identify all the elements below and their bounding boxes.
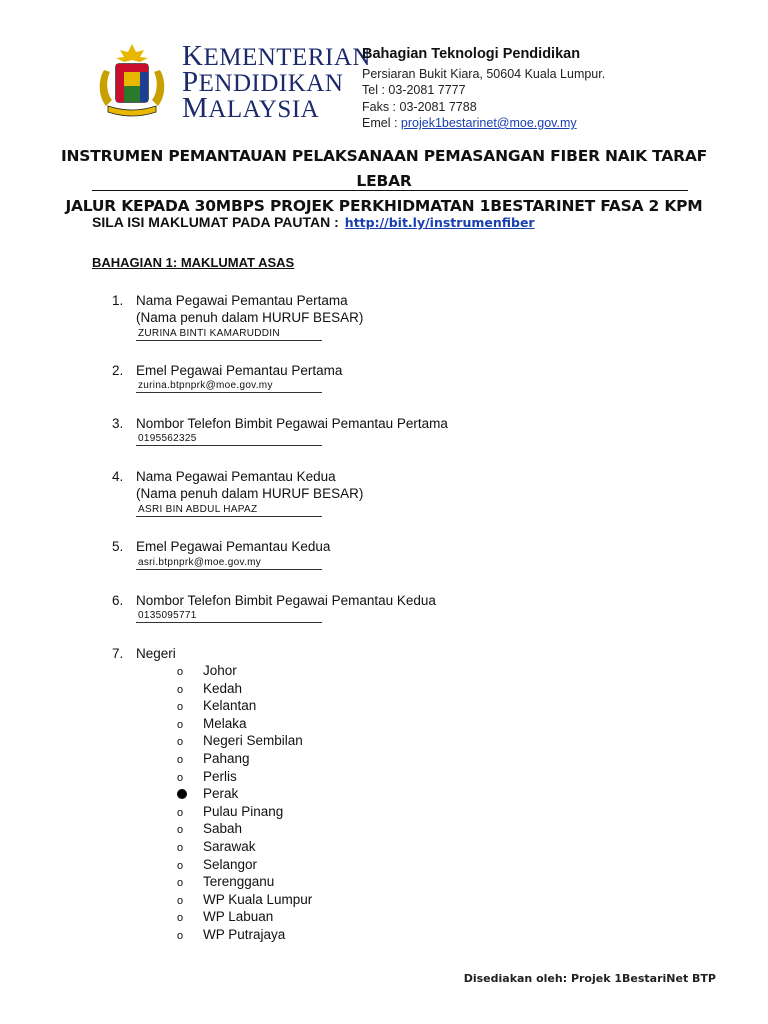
option-label: Kelantan xyxy=(203,698,257,714)
email-link[interactable]: projek1bestarinet@moe.gov.my xyxy=(400,116,577,130)
ministry-line: PENDIDIKAN xyxy=(182,66,344,98)
answer-field-phone-1[interactable]: 0195562325 xyxy=(136,433,322,446)
option-label: Perak xyxy=(203,786,239,802)
option-label: Sabah xyxy=(203,821,243,837)
radio-option[interactable] xyxy=(177,803,312,821)
radio-empty-icon: o xyxy=(177,824,184,837)
instruction xyxy=(92,214,535,230)
answer-field-name-1[interactable]: ZURINA BINTI KAMARUDDIN xyxy=(136,328,322,341)
footer-credit: Disediakan oleh: Projek 1BestariNet BTP xyxy=(463,972,716,985)
option-label: WP Labuan xyxy=(203,909,274,925)
radio-option[interactable] xyxy=(177,680,312,698)
radio-empty-icon: o xyxy=(177,806,184,819)
option-label: Melaka xyxy=(203,715,247,731)
radio-option[interactable] xyxy=(177,908,312,926)
question-label: Nombor Telefon Bimbit Pegawai Pemantau Kedua xyxy=(136,593,436,608)
question-label: Nama Pegawai Pemantau Kedua xyxy=(136,469,336,484)
question-1 xyxy=(112,292,363,326)
question-number: 7. xyxy=(112,646,124,661)
question-5 xyxy=(112,538,330,555)
telephone: Tel : 03-2081 7777 xyxy=(362,83,466,97)
address: Persiaran Bukit Kiara, 50604 Kuala Lumpur. xyxy=(362,66,606,81)
email-label: Emel : xyxy=(362,116,401,130)
radio-option[interactable] xyxy=(177,873,312,891)
radio-option[interactable] xyxy=(177,697,312,715)
radio-empty-icon: o xyxy=(177,701,184,714)
radio-empty-icon: o xyxy=(177,841,184,854)
title-line-1: INSTRUMEN PEMANTAUAN PELAKSANAAN PEMASANGAN FIBER NAIK TARAF LEBAR xyxy=(60,147,708,190)
radio-empty-icon: o xyxy=(177,912,184,925)
option-label: WP Putrajaya xyxy=(203,926,286,942)
question-label: Negeri xyxy=(136,646,176,661)
question-2 xyxy=(112,362,342,379)
answer-field-name-2[interactable]: ASRI BIN ABDUL HAPAZ xyxy=(136,504,322,517)
question-number: 6. xyxy=(112,593,124,608)
question-6 xyxy=(112,592,436,609)
question-label: Nama Pegawai Pemantau Pertama xyxy=(136,293,348,308)
radio-empty-icon: o xyxy=(177,683,184,696)
option-label: Kedah xyxy=(203,680,243,696)
section-title: BAHAGIAN 1: MAKLUMAT ASAS xyxy=(92,255,295,270)
question-label: Nombor Telefon Bimbit Pegawai Pemantau Pertama xyxy=(136,416,448,431)
title-line-2: JALUR KEPADA 30MBPS PROJEK PERKHIDMATAN 1BESTARINET FASA 2 KPM xyxy=(65,197,703,215)
option-label: Terengganu xyxy=(203,874,275,890)
question-7 xyxy=(112,645,176,662)
ministry-line: MALAYSIA xyxy=(182,92,320,124)
option-label: Pulau Pinang xyxy=(203,803,284,819)
radio-empty-icon: o xyxy=(177,753,184,766)
answer-field-phone-2[interactable]: 0135095771 xyxy=(136,610,322,623)
instruction-text: SILA ISI MAKLUMAT PADA PAUTAN : xyxy=(92,214,339,230)
option-label: Sarawak xyxy=(203,838,256,854)
option-label: Perlis xyxy=(203,768,237,784)
question-number: 3. xyxy=(112,416,124,431)
form-link[interactable]: http://bit.ly/instrumenfiber xyxy=(344,215,535,230)
negeri-options xyxy=(177,662,312,944)
option-label: Negeri Sembilan xyxy=(203,733,303,749)
radio-option[interactable] xyxy=(177,891,312,909)
radio-empty-icon: o xyxy=(177,894,184,907)
document-title xyxy=(60,144,708,219)
option-label: WP Kuala Lumpur xyxy=(203,891,313,907)
radio-empty-icon: o xyxy=(177,718,184,731)
radio-option[interactable] xyxy=(177,856,312,874)
answer-field-email-1[interactable]: zurina.btpnprk@moe.gov.my xyxy=(136,380,322,393)
radio-option[interactable] xyxy=(177,820,312,838)
radio-selected-icon xyxy=(177,789,187,799)
option-label: Pahang xyxy=(203,750,250,766)
option-label: Johor xyxy=(203,663,237,678)
question-3 xyxy=(112,415,448,432)
question-number: 4. xyxy=(112,469,124,484)
question-hint: (Nama penuh dalam HURUF BESAR) xyxy=(136,310,364,325)
radio-option[interactable] xyxy=(177,926,312,944)
radio-empty-icon: o xyxy=(177,929,184,942)
question-number: 2. xyxy=(112,363,124,378)
radio-option[interactable] xyxy=(177,715,312,733)
radio-option[interactable] xyxy=(177,838,312,856)
question-4 xyxy=(112,468,363,502)
question-hint: (Nama penuh dalam HURUF BESAR) xyxy=(136,486,364,501)
radio-empty-icon: o xyxy=(177,877,184,890)
radio-empty-icon: o xyxy=(177,736,184,749)
contact-block xyxy=(362,46,605,132)
question-label: Emel Pegawai Pemantau Pertama xyxy=(136,363,343,378)
radio-option-selected[interactable] xyxy=(177,785,312,803)
question-number: 5. xyxy=(112,539,124,554)
radio-empty-icon: o xyxy=(177,859,184,872)
radio-option[interactable] xyxy=(177,750,312,768)
question-label: Emel Pegawai Pemantau Kedua xyxy=(136,539,331,554)
ministry-logo-text xyxy=(182,40,371,124)
ministry-line: KEMENTERIAN xyxy=(182,40,371,72)
question-number: 1. xyxy=(112,293,124,308)
answer-field-email-2[interactable]: asri.btpnprk@moe.gov.my xyxy=(136,557,322,570)
email-line xyxy=(362,115,605,132)
department-name: Bahagian Teknologi Pendidikan xyxy=(362,46,581,62)
radio-option[interactable] xyxy=(177,732,312,750)
radio-option[interactable] xyxy=(177,662,312,680)
malaysia-coat-of-arms-icon xyxy=(92,40,172,120)
radio-option[interactable] xyxy=(177,768,312,786)
fax: Faks : 03-2081 7788 xyxy=(362,99,477,114)
radio-empty-icon: o xyxy=(177,666,184,678)
title-divider xyxy=(92,190,688,191)
radio-empty-icon: o xyxy=(177,771,184,784)
option-label: Selangor xyxy=(203,856,258,872)
